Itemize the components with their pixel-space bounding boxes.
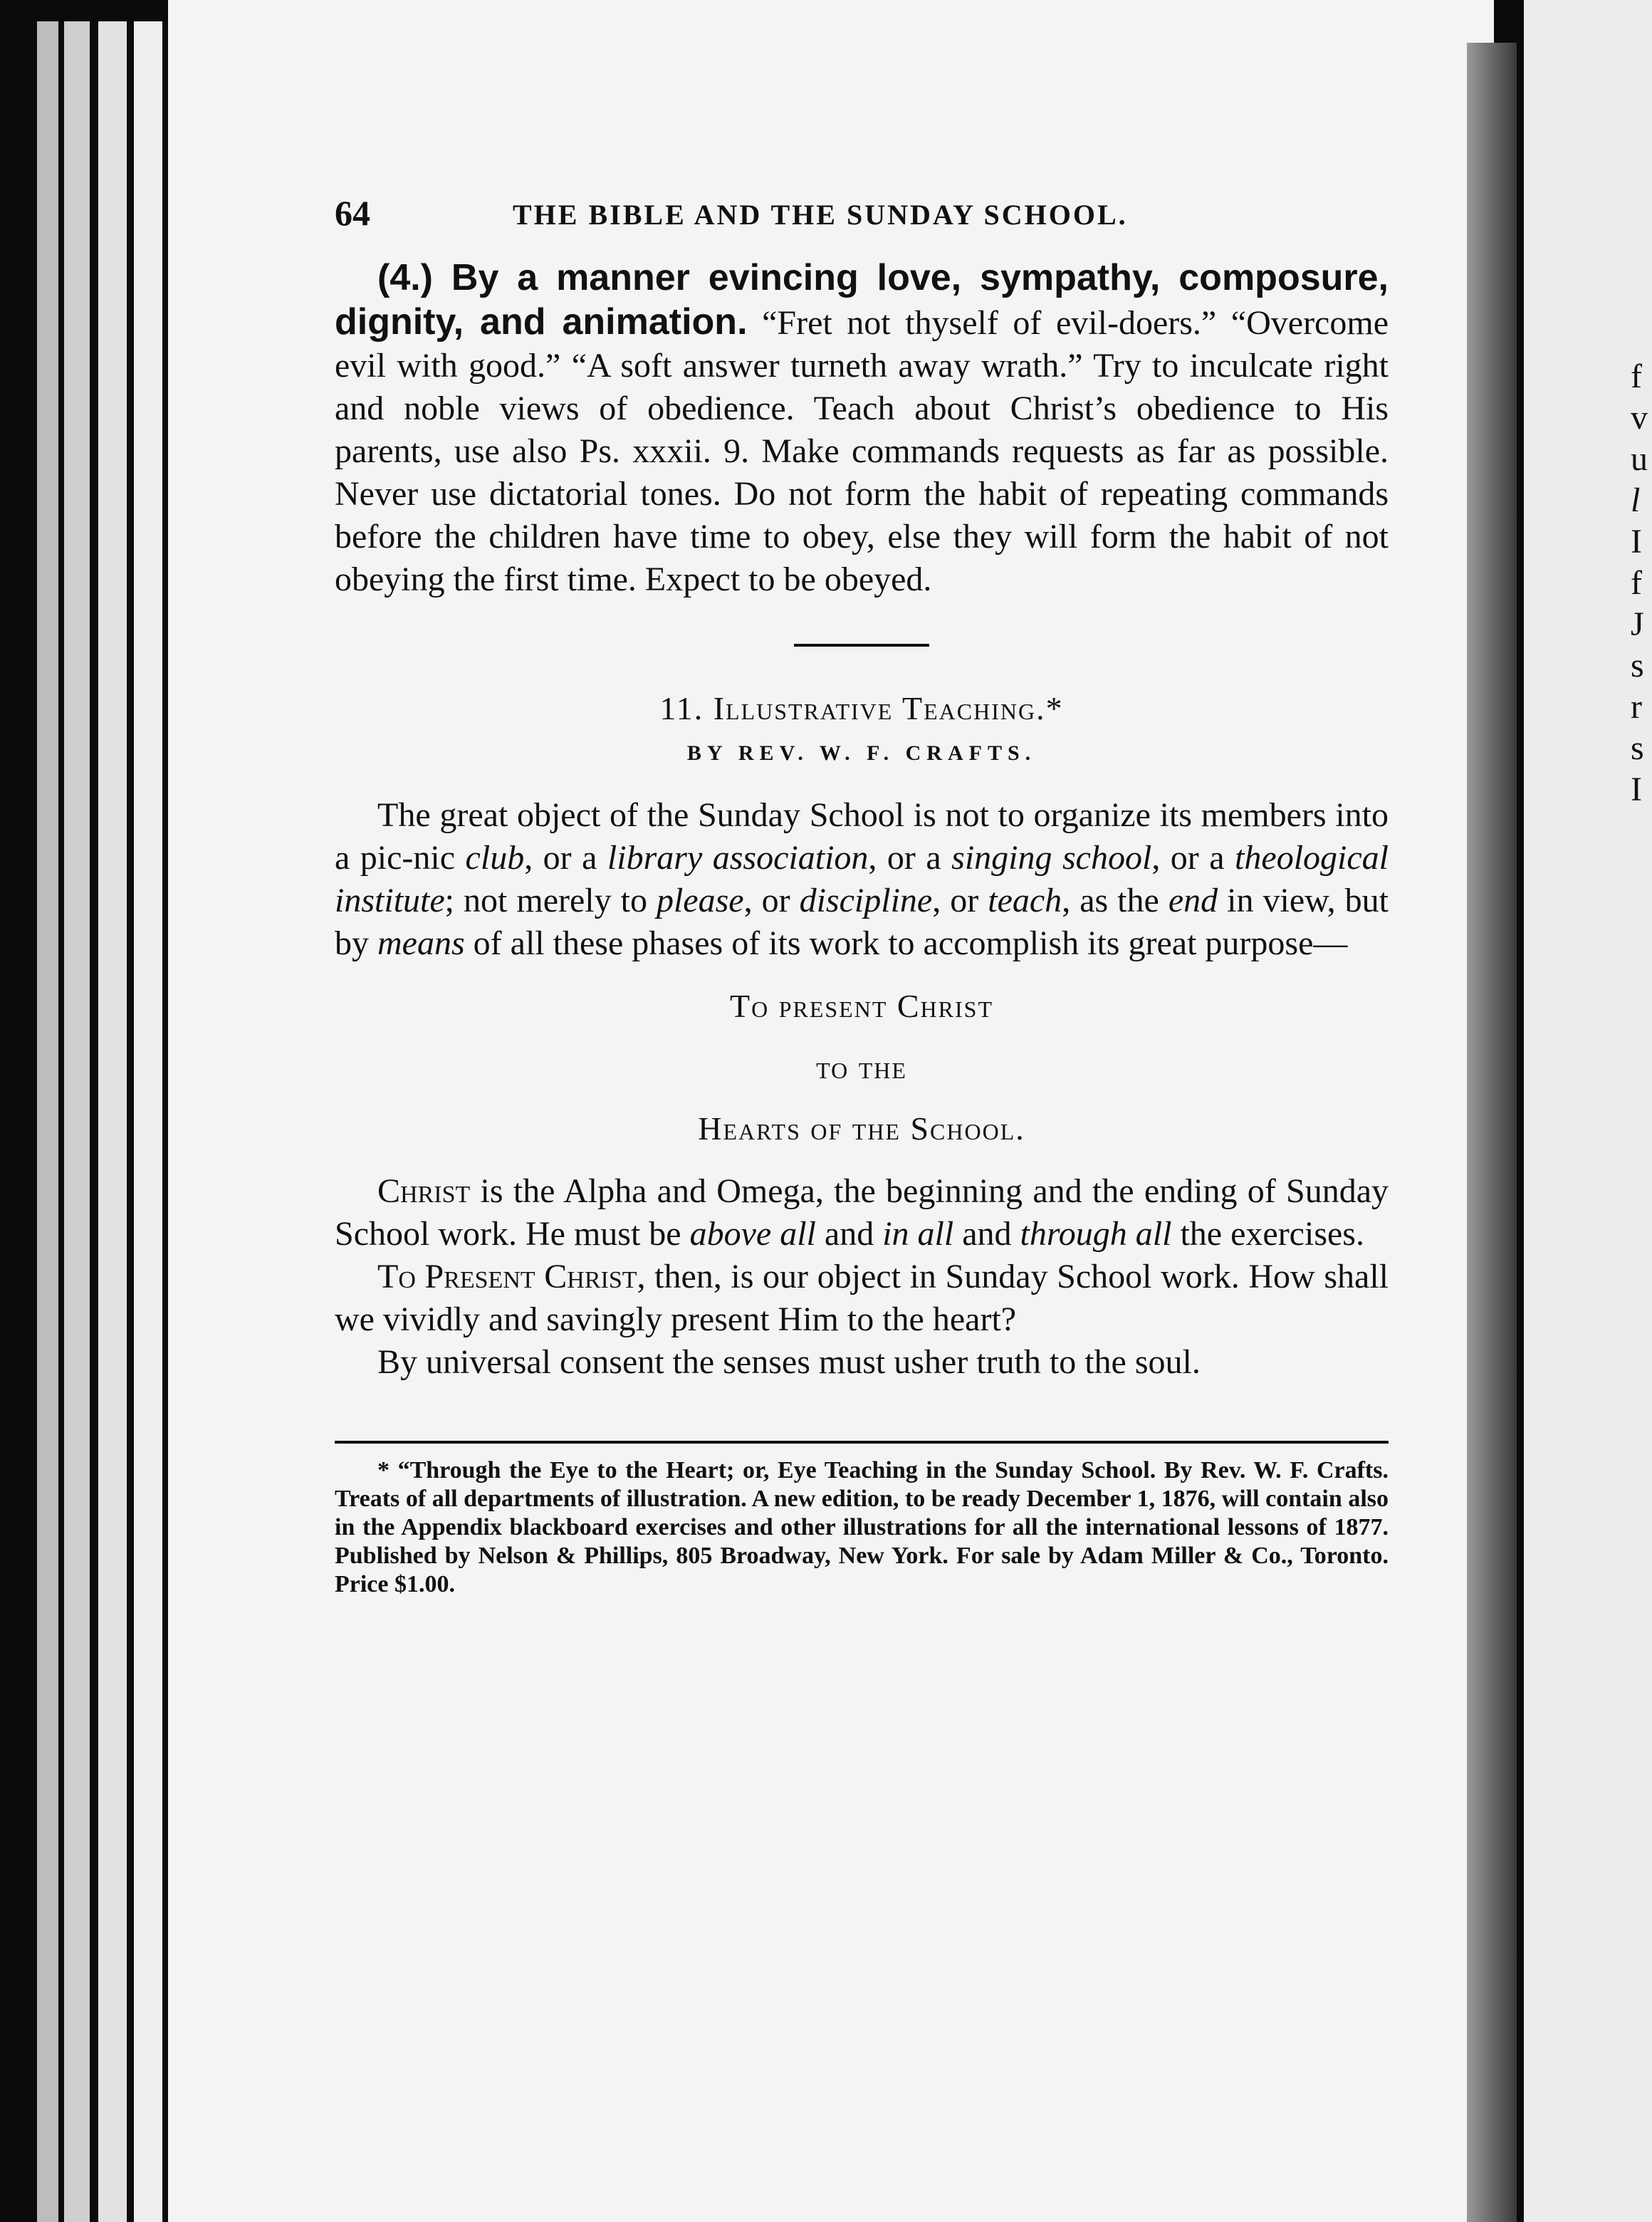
text-run: ; not merely to — [444, 882, 657, 919]
text-run: To Present Christ — [377, 1258, 637, 1295]
emphasis: end — [1168, 882, 1218, 919]
text-run: and — [815, 1215, 883, 1253]
facing-page-text — [1631, 356, 1648, 810]
facing-letter: f — [1631, 358, 1642, 395]
text-run: , or a — [524, 839, 607, 877]
emphasis: teach — [988, 882, 1062, 919]
text-run: , or a — [868, 839, 952, 877]
emphasis: above all — [689, 1215, 816, 1253]
text-run: , or — [932, 882, 988, 919]
facing-letter: f — [1631, 564, 1642, 602]
facing-letter: I — [1631, 771, 1642, 808]
text-run: , or a — [1151, 839, 1235, 877]
facing-letter: l — [1631, 481, 1641, 519]
page-edge — [134, 21, 162, 2222]
page-number: 64 — [335, 193, 370, 233]
center-line: To present Christ — [729, 988, 994, 1024]
center-line: to the — [816, 1049, 907, 1085]
section-divider — [794, 644, 929, 647]
text-run: The great object of the Sunday School is not to organize its members into a pic-nic — [335, 796, 1389, 877]
page-content — [335, 192, 1389, 1599]
section-four-lead: (4.) By a manner evincing love, sympathy, composure, dignity, and animation. — [335, 257, 1389, 343]
section-four-body: “Fret not thyself of evil-doers.” “Overcome evil with good.” “A soft answer turneth away wrath.” Try to inculcate right and noble views of obedience. Teach about Christ’s obedience to His parents, use also Ps. xxxii. 9. Make commands requests as far as possible. Never use dictatorial tones. Do not form the habit of repeating commands before the children have time to obey, else they will form the habit of not obeying the first time. Expect to be obeyed. — [335, 304, 1389, 598]
facing-letter: v — [1631, 399, 1648, 437]
emphasis: through all — [1020, 1215, 1172, 1253]
paragraph-present-christ — [335, 1256, 1389, 1341]
emphasis: singing school — [951, 839, 1152, 877]
text-run: in view, but by — [335, 882, 1389, 962]
facing-page-edge — [1524, 0, 1652, 2222]
gutter-shadow — [1467, 43, 1517, 2222]
emphasis: please — [656, 882, 744, 919]
section-byline: BY REV. W. F. CRAFTS. — [686, 741, 1037, 765]
page-edge — [98, 21, 127, 2222]
text-run: Christ — [377, 1172, 471, 1210]
running-head-title: THE BIBLE AND THE SUNDAY SCHOOL. — [513, 199, 1128, 231]
facing-letter: s — [1631, 647, 1644, 684]
emphasis: discipline — [799, 882, 933, 919]
facing-letter: u — [1631, 440, 1648, 478]
emphasis: in all — [882, 1215, 954, 1253]
facing-letter: s — [1631, 729, 1644, 767]
footnote-rule — [335, 1441, 1389, 1444]
section-title: 11. Illustrative Teaching.* — [659, 690, 1064, 726]
paragraph-section-four — [335, 256, 1389, 601]
facing-letter: J — [1631, 605, 1644, 643]
page-edge — [64, 21, 90, 2222]
paragraph-object — [335, 794, 1389, 965]
emphasis: theological institute — [335, 839, 1389, 919]
center-line: Hearts of the School. — [698, 1110, 1025, 1147]
text-run: of all these phases of its work to accomplish its great purpose— — [464, 924, 1348, 962]
paragraph-christ — [335, 1170, 1389, 1256]
emphasis: means — [377, 924, 465, 962]
emphasis: club — [465, 839, 525, 877]
text-run: , as the — [1062, 882, 1169, 919]
text-run: the exercises. — [1171, 1215, 1364, 1253]
emphasis: library association — [607, 839, 869, 877]
facing-letter: I — [1631, 523, 1642, 560]
running-head — [335, 192, 1389, 249]
facing-letter: r — [1631, 688, 1642, 726]
paragraph-senses: By universal consent the senses must usher truth to the soul. — [377, 1343, 1201, 1381]
page-edge — [37, 21, 58, 2222]
text-run: , then, is our object in Sunday School work. How shall we vividly and savingly present Him to the heart? — [335, 1258, 1389, 1338]
footnote: * “Through the Eye to the Heart; or, Eye Teaching in the Sunday School. By Rev. W. F. Crafts. Treats of all departments of illustration. A new edition, to be ready December 1, 1876, will contain also in the Appendix blackboard exercises and other illustrations for all the international lessons of 1877. Published by Nelson & Phillips, 805 Broadway, New York. For sale by Adam Miller & Co., Toronto. Price $1.00. — [335, 1457, 1389, 1597]
text-run: is the Alpha and Omega, the beginning and the ending of Sunday School work. He must be — [335, 1172, 1389, 1253]
text-run: , or — [743, 882, 800, 919]
text-run: and — [953, 1215, 1020, 1253]
